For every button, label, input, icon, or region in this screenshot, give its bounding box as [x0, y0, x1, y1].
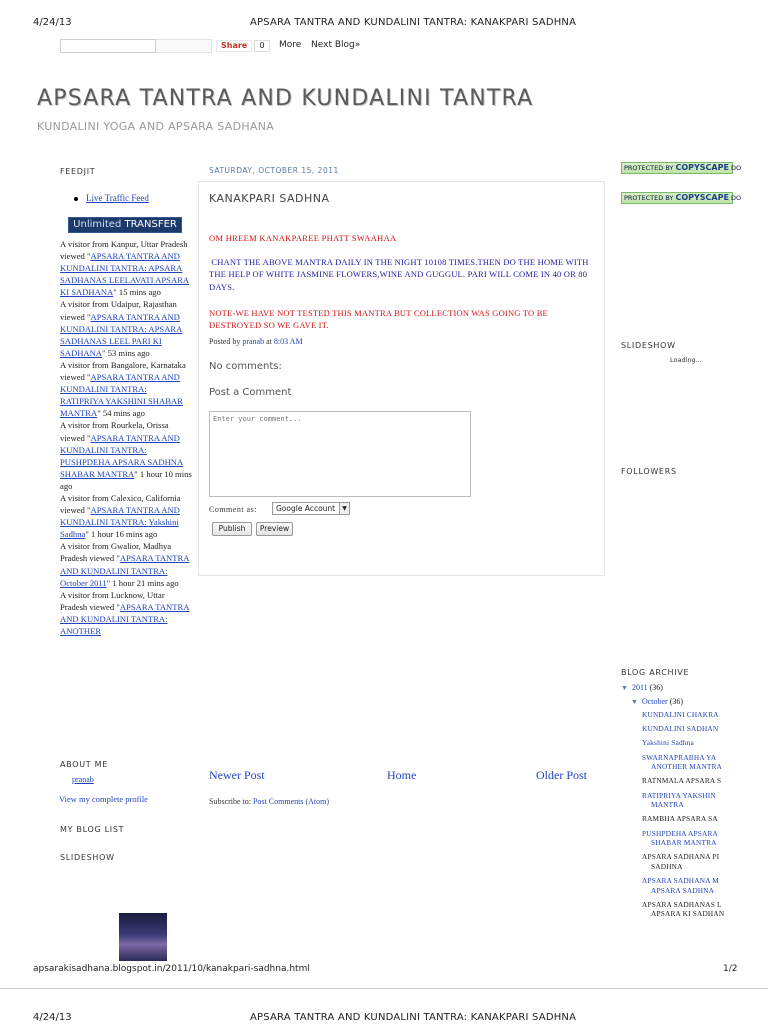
visitor-page-link[interactable]: APSARA TANTRA AND KUNDALINI TANTRA: October 2011 — [60, 553, 190, 588]
archive-post-title: KUNDALINI SADHAN — [642, 724, 719, 734]
archive-post-title: SWARNAPRABHA YA — [642, 752, 717, 762]
navbar-search-button[interactable] — [156, 39, 212, 53]
archive-post-title-cont: SHABAR MANTRA — [651, 838, 717, 848]
next-page-print-date: 4/24/13 — [33, 1012, 72, 1023]
visitor-text: A visitor from Gwalior, Madhya Pradesh viewed " — [60, 541, 172, 564]
archive-post-title: RATIPRIYA YAKSHIN — [642, 790, 716, 800]
visitor-page-link[interactable]: APSARA TANTRA AND KUNDALINI TANTRA: Yakshini Sadhna — [60, 505, 180, 540]
visitor-page-link[interactable]: APSARA TANTRA AND KUNDALINI TANTRA: ANOTHER — [60, 601, 190, 636]
archive-post-title: PUSHPDEHA APSARA — [642, 828, 718, 838]
copyscape-badge[interactable] — [621, 162, 742, 174]
posted-by-label: Posted by — [209, 337, 243, 346]
archive-post-title: Yakshini Sadhna — [642, 738, 694, 748]
visitor-feed — [60, 238, 192, 637]
transfer-banner-ad[interactable] — [68, 217, 182, 233]
newer-post-link[interactable]: Newer Post — [209, 768, 265, 782]
live-feed-item — [74, 193, 149, 203]
visitor-entry — [60, 298, 192, 358]
more-link[interactable]: More — [279, 40, 302, 50]
copyscape-suffix: DO — [728, 194, 742, 202]
share-button[interactable]: Share — [216, 40, 252, 52]
visitor-page-link[interactable]: APSARA TANTRA AND KUNDALINI TANTRA: PUSHPDEHA APSARA SADHNA SHABAR MANTRA — [60, 432, 184, 479]
visitor-entry — [60, 238, 192, 298]
subscribe-label: Subscribe to: — [209, 797, 253, 806]
copyscape-brand: COPYSCAPE — [675, 193, 729, 202]
older-post-link[interactable]: Older Post — [536, 768, 587, 782]
post-note: NOTE-WE HAVE NOT TESTED THIS MANTRA BUT COLLECTION WAS GOING TO BE DESTROYED SO WE GAVE IT. — [209, 308, 548, 331]
next-page-print-title: APSARA TANTRA AND KUNDALINI TANTRA: KANAKPARI SADHNA — [250, 1012, 577, 1023]
followers-title: FOLLOWERS — [621, 467, 677, 476]
archive-month-row[interactable] — [631, 696, 683, 708]
publish-button[interactable]: Publish — [212, 522, 252, 536]
visitor-page-link[interactable]: APSARA TANTRA AND KUNDALINI TANTRA: RATIPRIYA YAKSHINI SHABAR MANTRA — [60, 372, 183, 419]
feedjit-title: FEEDJIT — [60, 167, 96, 176]
post-comment-heading: Post a Comment — [209, 387, 292, 398]
visitor-time: " 1 hour 10 mins ago — [60, 468, 192, 491]
post-author-link[interactable]: pranab — [242, 337, 265, 346]
preview-button[interactable]: Preview — [256, 522, 293, 536]
page-divider — [0, 988, 768, 989]
archive-post-title: APSARA SADHANAS L — [642, 899, 722, 909]
copyscape-suffix: DO — [728, 164, 742, 172]
archive-post-link[interactable] — [642, 791, 735, 810]
copyscape-prefix: PROTECTED BY — [624, 194, 676, 202]
post-mantra: OM HREEM KANAKPAREE PHATT SWAAHAA — [209, 233, 397, 243]
archive-post-link[interactable] — [642, 852, 735, 871]
blogger-navbar — [60, 37, 760, 55]
blog-archive-title: BLOG ARCHIVE — [621, 668, 690, 677]
archive-post-link[interactable] — [642, 829, 735, 848]
blog-list-title: MY BLOG LIST — [60, 825, 125, 834]
slideshow-title-right: SLIDESHOW — [621, 341, 676, 350]
visitor-time: " 15 mins ago — [113, 287, 161, 298]
archive-post-title-cont: APSARA SADHNA — [651, 885, 715, 895]
navbar-search-input[interactable] — [60, 39, 156, 53]
bullet-icon — [74, 197, 78, 201]
archive-post-title-cont: MANTRA — [651, 800, 684, 810]
archive-post-link[interactable] — [642, 753, 735, 772]
visitor-text: A visitor from Udaipur, Rajasthan viewed " — [60, 299, 177, 322]
visitor-text: A visitor from Bangalore, Karnataka viewed " — [60, 359, 186, 383]
comments-count: No comments: — [209, 361, 282, 372]
visitor-text: A visitor from Kanpur, Uttar Pradesh viewed " — [60, 239, 188, 262]
archive-post-title: RAMBHA APSARA SA — [642, 814, 718, 824]
blog-description: KUNDALINI YOGA AND APSARA SADHANA — [37, 120, 275, 133]
collapse-triangle-icon[interactable]: ▼ — [631, 698, 638, 706]
copyscape-badge[interactable] — [621, 192, 742, 204]
home-link[interactable]: Home — [387, 768, 417, 782]
visitor-page-link[interactable]: APSARA TANTRA AND KUNDALINI TANTRA: APSARA SADHANAS LEEL PARI KI SADHANA — [60, 311, 183, 358]
author-name-link[interactable]: pranab — [72, 775, 94, 784]
footer-page-number: 1/2 — [723, 964, 738, 974]
posted-at-label: at — [264, 337, 274, 346]
visitor-text: A visitor from Calexico, California viewed " — [60, 492, 181, 516]
archive-year-link[interactable]: 2011 — [631, 683, 648, 692]
next-blog-link[interactable]: Next Blog» — [311, 40, 361, 50]
post-instructions-text: CHANT THE ABOVE MANTRA DAILY IN THE NIGHT 10108 TIMES.THEN DO THE HOME WITH THE HELP OF WHITE JASMINE FLOWERS,WINE AND GUGGUL. PARI WILL COME IN 40 OR 80 DAYS. — [209, 257, 589, 292]
archive-post-link[interactable] — [642, 814, 735, 824]
banner-text-unlimited: Unlimited — [73, 219, 122, 230]
print-date: 4/24/13 — [33, 17, 72, 28]
archive-year-count: (36) — [649, 683, 663, 692]
archive-post-link[interactable] — [642, 900, 735, 919]
visitor-entry — [60, 589, 192, 637]
subscribe-atom-link[interactable]: Post Comments (Atom) — [253, 797, 330, 806]
visitor-page-link[interactable]: APSARA TANTRA AND KUNDALINI TANTRA: APSARA SADHANAS LEELAVATI APSARA KI SADHANA — [60, 251, 190, 298]
post-instructions — [209, 256, 597, 293]
slideshow-thumbnail[interactable] — [119, 913, 167, 961]
live-traffic-feed-link[interactable]: Live Traffic Feed — [86, 193, 149, 203]
archive-post-list — [642, 710, 735, 924]
visitor-text: A visitor from Lucknow, Uttar Pradesh viewed " — [60, 589, 165, 612]
archive-post-link[interactable] — [642, 876, 735, 895]
share-count: 0 — [254, 40, 270, 52]
visitor-time: " 53 mins ago — [102, 347, 150, 358]
subscribe-line — [209, 797, 329, 806]
post-date: SATURDAY, OCTOBER 15, 2011 — [209, 166, 339, 175]
visitor-entry — [60, 359, 192, 419]
dropdown-arrow-icon: ▼ — [339, 503, 349, 514]
archive-post-title: KUNDALINI CHAKRA — [642, 710, 719, 719]
comment-input[interactable] — [209, 411, 471, 497]
visitor-entry — [60, 492, 192, 540]
slideshow-loading: Loading... — [670, 356, 702, 364]
banner-text-transfer: TRANSFER — [124, 219, 177, 230]
post-footer — [209, 337, 303, 346]
visitor-time: " 54 mins ago — [97, 408, 145, 419]
archive-post-title: APSARA SADHANA PI — [642, 852, 720, 862]
comment-as-label: Comment as: — [209, 505, 257, 514]
footer-url: apsarakisadhana.blogspot.in/2011/10/kanakpari-sadhna.html — [33, 964, 310, 974]
collapse-triangle-icon[interactable]: ▼ — [621, 684, 628, 692]
visitor-time: " 1 hour 21 mins ago — [106, 577, 179, 588]
post-time-link[interactable]: 8:03 AM — [273, 337, 303, 346]
comment-as-value: Google Account — [276, 504, 336, 513]
archive-month-count: (36) — [669, 697, 684, 706]
comment-as-select[interactable] — [272, 502, 350, 515]
archive-post-title-cont: ANOTHER MANTRA — [651, 762, 723, 772]
blog-title[interactable]: APSARA TANTRA AND KUNDALINI TANTRA — [37, 86, 534, 111]
archive-post-title: APSARA SADHANA M — [642, 876, 719, 886]
archive-post-title: RATNMALA APSARA S — [642, 776, 722, 786]
post-title: KANAKPARI SADHNA — [209, 192, 330, 205]
archive-post-link[interactable] — [642, 724, 735, 734]
copyscape-brand: COPYSCAPE — [675, 163, 729, 172]
print-title: APSARA TANTRA AND KUNDALINI TANTRA: KANAKPARI SADHNA — [250, 17, 577, 28]
slideshow-title-left: SLIDESHOW — [60, 853, 115, 862]
visitor-text: A visitor from Rourkela, Orissa viewed " — [60, 420, 169, 443]
copyscape-prefix: PROTECTED BY — [624, 164, 676, 172]
archive-post-link[interactable] — [642, 738, 735, 748]
view-profile-link[interactable]: View my complete profile — [59, 794, 148, 804]
archive-post-link[interactable] — [642, 710, 735, 720]
visitor-entry — [60, 419, 192, 492]
archive-post-title-cont: SADHNA — [651, 861, 683, 871]
visitor-time: " 1 hour 16 mins ago — [85, 529, 158, 540]
about-me-title: ABOUT ME — [60, 760, 108, 769]
visitor-entry — [60, 540, 192, 588]
archive-year-row[interactable] — [621, 682, 663, 694]
archive-post-title-cont: APSARA KI SADHAN — [651, 909, 725, 919]
archive-post-link[interactable] — [642, 776, 735, 786]
archive-month-link[interactable]: October — [641, 697, 668, 706]
